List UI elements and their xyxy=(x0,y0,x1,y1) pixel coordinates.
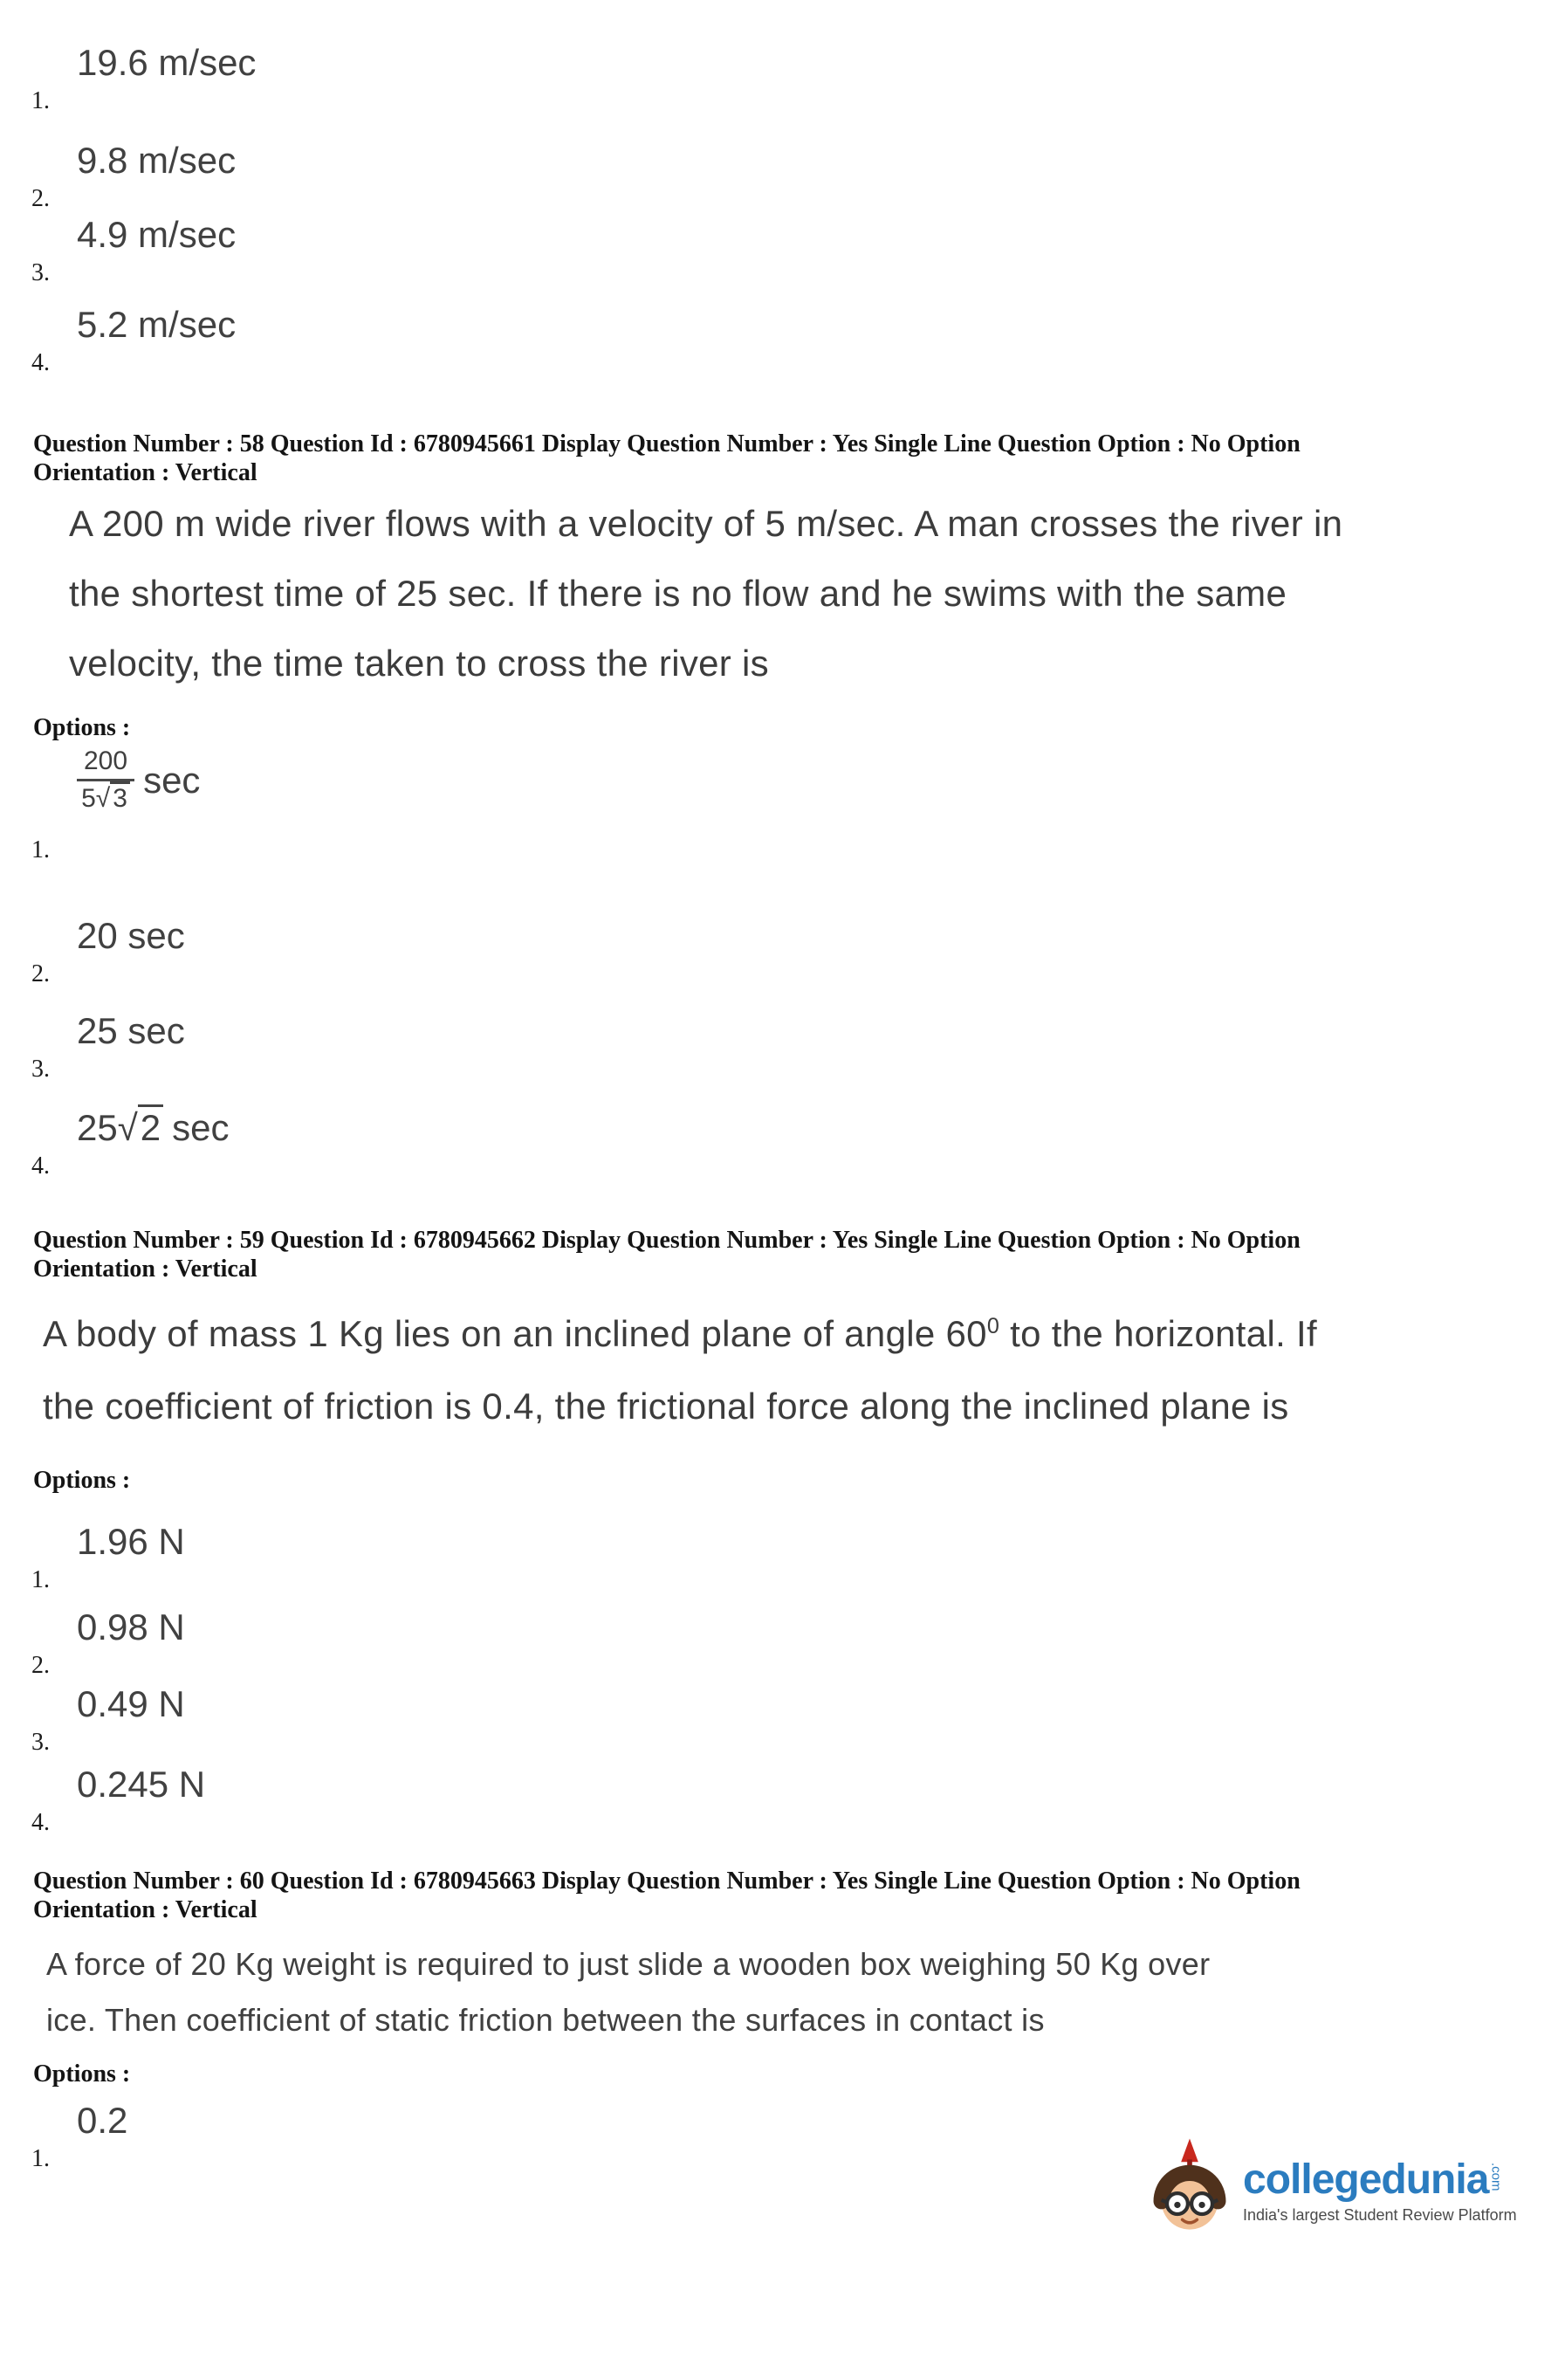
option-number: 1. xyxy=(31,2145,50,2172)
brand-tld: .com xyxy=(1488,2162,1504,2191)
option-number: 1. xyxy=(31,87,50,114)
option-row xyxy=(31,915,185,988)
options-label: Options : xyxy=(33,714,131,741)
brand-line xyxy=(1243,2158,1517,2202)
question-meta-59 xyxy=(33,1226,1500,1283)
brand-name: collegedunia xyxy=(1243,2156,1489,2203)
options-label: Options : xyxy=(33,1467,131,1494)
question-meta-line: Question Number : 60 Question Id : 6780945663 Display Question Number : Yes Single Line Question Option : No Option xyxy=(33,1868,1301,1895)
question-meta-60 xyxy=(33,1867,1500,1924)
question-line: the shortest time of 25 sec. If there is no flow and he swims with the same xyxy=(69,573,1287,614)
option-text: 1.96 N xyxy=(77,1521,185,1562)
option-text: 0.49 N xyxy=(77,1683,185,1724)
superscript: 0 xyxy=(986,1314,1000,1338)
radical-sign-icon: √ xyxy=(117,1107,138,1148)
option-number: 2. xyxy=(31,960,50,987)
question-meta-line: Orientation : Vertical xyxy=(33,459,257,486)
option-number: 2. xyxy=(31,185,50,212)
option-row xyxy=(31,1107,230,1180)
option-unit: sec xyxy=(172,1107,230,1148)
option-unit: sec xyxy=(143,759,201,801)
denominator-prefix: 5√ xyxy=(81,784,111,813)
option-number: 4. xyxy=(31,1809,50,1836)
collegedunia-logo xyxy=(1150,2137,1517,2246)
option-text: 0.2 xyxy=(77,2100,128,2141)
option-row xyxy=(31,2100,127,2173)
option-row xyxy=(31,140,236,213)
option-number: 3. xyxy=(31,1729,50,1756)
question-text-58 xyxy=(69,489,1342,698)
question-meta-58 xyxy=(33,430,1500,487)
option-text: 19.6 m/sec xyxy=(77,42,257,83)
radical-prefix: 25 xyxy=(77,1107,118,1148)
option-text xyxy=(31,746,200,814)
question-meta-line: Question Number : 59 Question Id : 6780945662 Display Question Number : Yes Single Line Question Option : No Option xyxy=(33,1227,1301,1254)
option-number: 4. xyxy=(31,1152,50,1180)
fraction-denominator xyxy=(77,781,134,814)
radicand: 2 xyxy=(138,1104,163,1148)
option-number: 2. xyxy=(31,1652,50,1679)
question-line-part: A body of mass 1 Kg lies on an inclined plane of angle 60 xyxy=(43,1313,987,1354)
option-row xyxy=(31,746,200,864)
brand-tagline: India's largest Student Review Platform xyxy=(1243,2206,1517,2225)
option-number: 3. xyxy=(31,259,50,286)
option-row xyxy=(31,1010,185,1083)
option-number: 1. xyxy=(31,836,50,863)
question-text-60 xyxy=(46,1936,1210,2048)
question-line-part: to the horizontal. If xyxy=(999,1313,1317,1354)
fraction xyxy=(77,746,134,814)
option-text xyxy=(31,1107,230,1149)
question-meta-line: Orientation : Vertical xyxy=(33,1896,257,1923)
option-text: 20 sec xyxy=(77,915,185,956)
question-text-59 xyxy=(43,1290,1317,1442)
option-row xyxy=(31,1764,205,1837)
logo-text-block xyxy=(1243,2158,1517,2225)
denominator-radicand: 3 xyxy=(110,781,130,813)
fraction-numerator: 200 xyxy=(77,746,134,781)
option-text: 25 sec xyxy=(77,1010,185,1051)
option-number: 1. xyxy=(31,1566,50,1593)
collegedunia-mascot-icon xyxy=(1150,2137,1229,2246)
option-row xyxy=(31,42,256,115)
option-number: 3. xyxy=(31,1056,50,1083)
question-line xyxy=(43,1290,1317,1370)
question-line: the coefficient of friction is 0.4, the frictional force along the inclined plane is xyxy=(43,1386,1289,1427)
question-line: A 200 m wide river flows with a velocity of 5 m/sec. A man crosses the river in xyxy=(69,503,1343,544)
option-row xyxy=(31,214,236,287)
option-text: 0.98 N xyxy=(77,1606,185,1647)
question-line: ice. Then coefficient of static friction between the surfaces in contact is xyxy=(46,2002,1045,2038)
option-number: 4. xyxy=(31,349,50,376)
option-text: 9.8 m/sec xyxy=(77,140,237,181)
option-row xyxy=(31,304,236,377)
question-line: velocity, the time taken to cross the river is xyxy=(69,643,769,684)
option-text: 5.2 m/sec xyxy=(77,304,237,345)
option-row xyxy=(31,1606,185,1680)
question-meta-line: Question Number : 58 Question Id : 6780945661 Display Question Number : Yes Single Line Question Option : No Option xyxy=(33,430,1301,457)
question-meta-line: Orientation : Vertical xyxy=(33,1255,257,1283)
option-row xyxy=(31,1521,185,1594)
options-label: Options : xyxy=(33,2060,131,2088)
option-text: 0.245 N xyxy=(77,1764,206,1805)
question-line: A force of 20 Kg weight is required to just slide a wooden box weighing 50 Kg over xyxy=(46,1946,1211,1982)
option-row xyxy=(31,1683,185,1757)
option-text: 4.9 m/sec xyxy=(77,214,237,255)
